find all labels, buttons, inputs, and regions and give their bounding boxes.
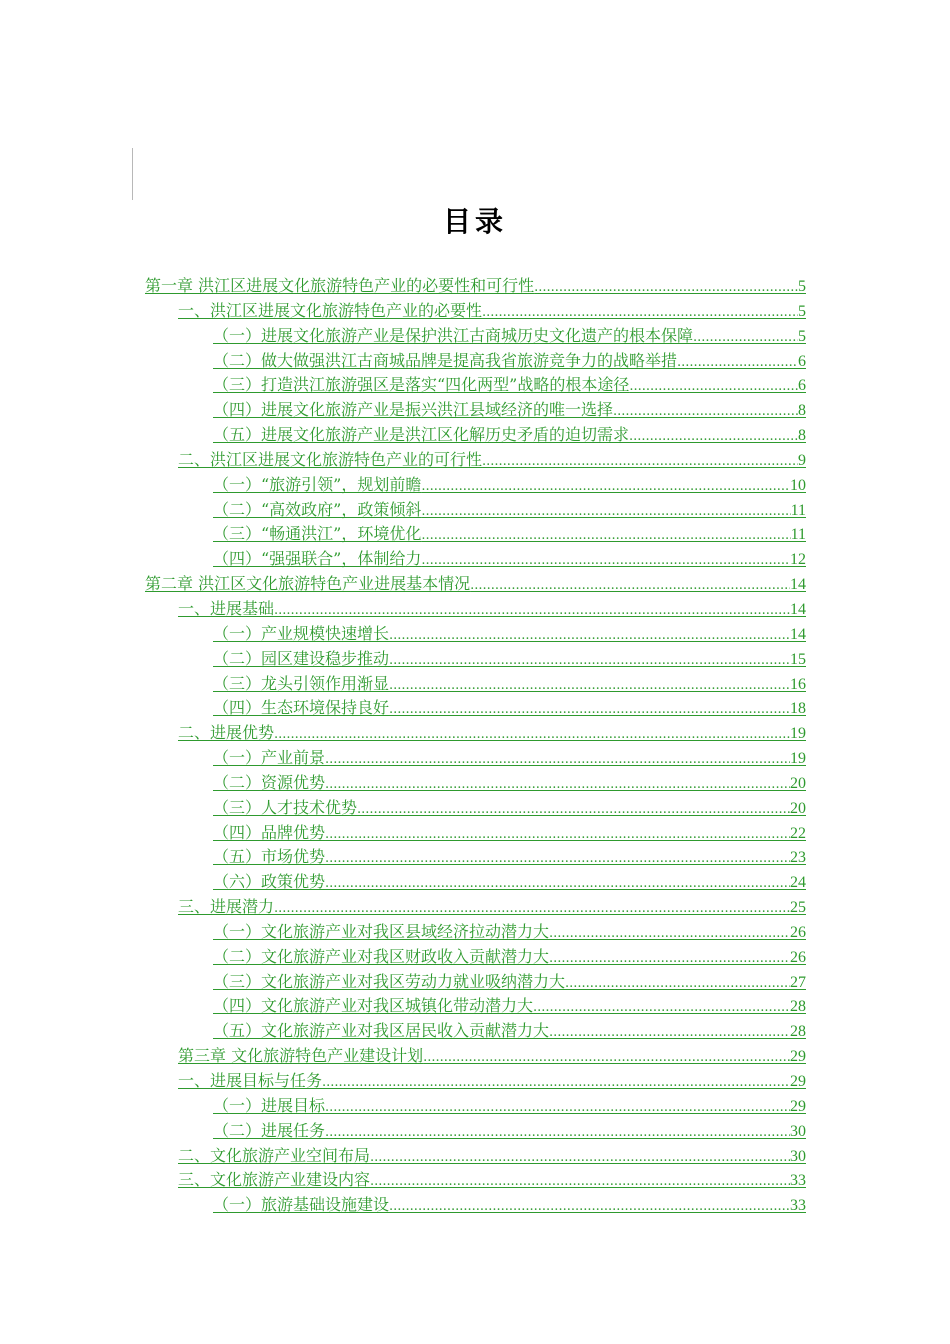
toc-page-number: 15 bbox=[790, 650, 806, 668]
toc-page-number: 25 bbox=[790, 899, 806, 917]
toc-entry-text: 一、进展目标与任务 bbox=[178, 1071, 323, 1090]
toc-page-number: 33 bbox=[790, 1197, 806, 1215]
toc-page-number: 14 bbox=[790, 576, 806, 594]
toc-page-number: 19 bbox=[790, 750, 806, 768]
toc-entry[interactable] bbox=[0, 796, 950, 821]
toc-entry-text: （二）做大做强洪江古商城品牌是提高我省旅游竞争力的战略举措 bbox=[213, 350, 678, 370]
toc-entry-text: （五）进展文化旅游产业是洪江区化解历史矛盾的迫切需求 bbox=[213, 425, 630, 445]
toc-entry[interactable] bbox=[0, 1144, 950, 1169]
toc-leader-dots bbox=[549, 922, 790, 947]
toc-entry[interactable] bbox=[0, 572, 950, 597]
toc-leader-dots bbox=[613, 400, 798, 425]
toc-leader-dots bbox=[325, 748, 790, 773]
toc-entry-text: 三、进展潜力 bbox=[178, 897, 275, 917]
toc-entry[interactable] bbox=[0, 821, 950, 846]
toc-page-number: 19 bbox=[790, 725, 806, 743]
toc-page-number: 8 bbox=[798, 427, 806, 445]
toc-page-number: 30 bbox=[790, 1122, 806, 1140]
toc-entry-text: 二、文化旅游产业空间布局 bbox=[178, 1145, 371, 1165]
toc-leader-dots bbox=[389, 1195, 790, 1220]
toc-entry-text: 第三章 文化旅游特色产业建设计划 bbox=[178, 1046, 424, 1066]
toc-entry[interactable] bbox=[0, 771, 950, 796]
toc-page-number: 11 bbox=[790, 501, 806, 519]
toc-entry-text: （四）“强强联合”，体制给力 bbox=[213, 549, 422, 569]
toc-page-number: 23 bbox=[790, 849, 806, 867]
toc-entry[interactable] bbox=[0, 1044, 950, 1069]
toc-page-number: 28 bbox=[790, 1023, 806, 1041]
toc-entry[interactable] bbox=[0, 522, 950, 547]
toc-entry[interactable] bbox=[0, 920, 950, 945]
toc-entry-text: （二）园区建设稳步推动 bbox=[213, 648, 390, 668]
toc-entry-text: （二）文化旅游产业对我区财政收入贡献潜力大 bbox=[213, 946, 550, 966]
toc-leader-dots bbox=[389, 624, 790, 649]
toc-leader-dots bbox=[325, 1096, 790, 1121]
toc-entry[interactable] bbox=[0, 696, 950, 721]
toc-leader-dots bbox=[482, 301, 798, 326]
toc-entry[interactable] bbox=[0, 647, 950, 672]
toc-page-number: 12 bbox=[790, 551, 806, 569]
toc-leader-dots bbox=[325, 847, 790, 872]
toc-entry-text: （三）文化旅游产业对我区劳动力就业吸纳潜力大 bbox=[213, 971, 566, 991]
toc-page-number: 20 bbox=[790, 774, 806, 792]
toc-leader-dots bbox=[325, 823, 790, 848]
toc-entry[interactable] bbox=[0, 672, 950, 697]
toc-entry-text: 一、洪江区进展文化旅游特色产业的必要性 bbox=[178, 300, 483, 320]
toc-leader-dots bbox=[370, 1146, 790, 1171]
toc-page-number: 20 bbox=[790, 799, 806, 817]
toc-leader-dots bbox=[389, 674, 790, 699]
toc-leader-dots bbox=[677, 351, 798, 376]
toc-leader-dots bbox=[421, 549, 790, 574]
toc-entry[interactable] bbox=[0, 324, 950, 349]
toc-page-number: 22 bbox=[790, 824, 806, 842]
toc-leader-dots bbox=[274, 723, 790, 748]
toc-entry-text: 三、文化旅游产业建设内容 bbox=[178, 1170, 371, 1190]
toc-entry[interactable] bbox=[0, 845, 950, 870]
toc-entry[interactable] bbox=[0, 721, 950, 746]
toc-entry-text: （一）产业规模快速增长 bbox=[213, 623, 390, 643]
toc-leader-dots bbox=[357, 798, 790, 823]
toc-page-number: 8 bbox=[798, 402, 806, 420]
toc-page-number: 11 bbox=[790, 526, 806, 544]
toc-entry[interactable] bbox=[0, 597, 950, 622]
toc-leader-dots bbox=[274, 599, 790, 624]
toc-entry[interactable] bbox=[0, 994, 950, 1019]
toc-page-number: 29 bbox=[790, 1097, 806, 1115]
toc-page-number: 10 bbox=[790, 476, 806, 494]
toc-page-number: 18 bbox=[790, 700, 806, 718]
toc-entry-text: （一）“旅游引领”，规划前瞻 bbox=[213, 474, 422, 494]
toc-leader-dots bbox=[534, 276, 798, 301]
toc-leader-dots bbox=[325, 1121, 790, 1146]
toc-entry[interactable] bbox=[0, 547, 950, 572]
toc-page-number: 27 bbox=[790, 973, 806, 991]
toc-leader-dots bbox=[421, 524, 790, 549]
toc-leader-dots bbox=[389, 698, 790, 723]
toc-entry-text: （三）人才技术优势 bbox=[213, 797, 358, 817]
toc-leader-dots bbox=[325, 773, 790, 798]
toc-page-number: 9 bbox=[798, 451, 806, 469]
table-of-contents bbox=[0, 274, 950, 1218]
toc-page-number: 14 bbox=[790, 625, 806, 643]
toc-page-number: 6 bbox=[798, 352, 806, 370]
toc-leader-dots bbox=[370, 1170, 790, 1195]
toc-entry[interactable] bbox=[0, 1119, 950, 1144]
toc-entry-text: （一）进展目标 bbox=[213, 1095, 326, 1115]
toc-page-number: 6 bbox=[798, 377, 806, 395]
toc-leader-dots bbox=[325, 872, 790, 897]
toc-entry-text: （四）进展文化旅游产业是振兴洪江县域经济的唯一选择 bbox=[213, 400, 614, 420]
toc-entry[interactable] bbox=[0, 1193, 950, 1218]
toc-leader-dots bbox=[389, 649, 790, 674]
toc-entry[interactable] bbox=[0, 274, 950, 299]
toc-entry-text: （四）生态环境保持良好 bbox=[213, 698, 390, 718]
toc-entry-text: 第二章 洪江区文化旅游特色产业进展基本情况 bbox=[145, 574, 471, 594]
toc-entry[interactable] bbox=[0, 448, 950, 473]
toc-page-number: 5 bbox=[798, 278, 806, 295]
toc-entry-text: 二、进展优势 bbox=[178, 723, 275, 743]
toc-entry[interactable] bbox=[0, 1019, 950, 1044]
toc-page-number: 5 bbox=[798, 327, 806, 345]
toc-page-number: 28 bbox=[790, 998, 806, 1016]
toc-entry-text: （三）“畅通洪江”，环境优化 bbox=[213, 524, 422, 544]
toc-leader-dots bbox=[482, 450, 798, 475]
toc-entry-text: （六）政策优势 bbox=[213, 872, 326, 892]
toc-entry-text: 二、洪江区进展文化旅游特色产业的可行性 bbox=[178, 449, 483, 469]
toc-entry[interactable] bbox=[0, 473, 950, 498]
toc-entry-text: 一、进展基础 bbox=[178, 598, 275, 618]
toc-entry-text: （四）文化旅游产业对我区城镇化带动潜力大 bbox=[213, 996, 534, 1016]
toc-entry[interactable] bbox=[0, 746, 950, 771]
toc-entry-text: （一）进展文化旅游产业是保护洪江古商城历史文化遗产的根本保障 bbox=[213, 325, 694, 345]
toc-entry-text: （五）市场优势 bbox=[213, 847, 326, 867]
toc-leader-dots bbox=[629, 375, 798, 400]
toc-entry-text: （四）品牌优势 bbox=[213, 822, 326, 842]
toc-entry[interactable] bbox=[0, 1069, 950, 1094]
toc-entry[interactable] bbox=[0, 970, 950, 995]
toc-page-number: 29 bbox=[790, 1048, 806, 1066]
toc-entry-text: （二）资源优势 bbox=[213, 772, 326, 792]
toc-leader-dots bbox=[423, 1046, 790, 1071]
toc-page-number: 5 bbox=[798, 302, 806, 320]
toc-entry-text: （三）打造洪江旅游强区是落实“四化两型”战略的根本途径 bbox=[213, 375, 630, 395]
toc-leader-dots bbox=[274, 897, 790, 922]
toc-entry-text: （二）进展任务 bbox=[213, 1120, 326, 1140]
toc-entry[interactable] bbox=[0, 945, 950, 970]
toc-entry[interactable] bbox=[0, 622, 950, 647]
toc-page-number: 16 bbox=[790, 675, 806, 693]
toc-entry-text: （五）文化旅游产业对我区居民收入贡献潜力大 bbox=[213, 1021, 550, 1041]
toc-leader-dots bbox=[421, 500, 790, 525]
toc-leader-dots bbox=[421, 475, 790, 500]
toc-entry[interactable] bbox=[0, 498, 950, 523]
toc-entry[interactable] bbox=[0, 398, 950, 423]
page-title: 目录 bbox=[442, 205, 507, 238]
toc-entry-text: （一）产业前景 bbox=[213, 748, 326, 768]
toc-page-number: 24 bbox=[790, 874, 806, 892]
toc-entry-text: （一）旅游基础设施建设 bbox=[213, 1195, 390, 1215]
toc-entry[interactable] bbox=[0, 299, 950, 324]
toc-entry-text: （三）龙头引领作用渐显 bbox=[213, 673, 390, 693]
toc-entry[interactable] bbox=[0, 423, 950, 448]
toc-page-number: 26 bbox=[790, 948, 806, 966]
toc-entry[interactable] bbox=[0, 349, 950, 374]
toc-leader-dots bbox=[533, 996, 790, 1021]
toc-entry[interactable] bbox=[0, 870, 950, 895]
toc-leader-dots bbox=[565, 972, 790, 997]
toc-entry-text: （二）“高效政府”，政策倾斜 bbox=[213, 499, 422, 519]
margin-line bbox=[132, 148, 133, 200]
toc-entry-text: 第一章 洪江区进展文化旅游特色产业的必要性和可行性 bbox=[145, 276, 535, 295]
toc-entry[interactable] bbox=[0, 373, 950, 398]
toc-leader-dots bbox=[322, 1071, 790, 1096]
toc-page-number: 29 bbox=[790, 1073, 806, 1090]
toc-entry[interactable] bbox=[0, 1094, 950, 1119]
toc-page-number: 14 bbox=[790, 600, 806, 618]
toc-leader-dots bbox=[470, 574, 790, 599]
toc-leader-dots bbox=[549, 1021, 790, 1046]
toc-entry[interactable] bbox=[0, 1168, 950, 1193]
toc-page-number: 33 bbox=[790, 1172, 806, 1190]
toc-page-number: 30 bbox=[790, 1147, 806, 1165]
toc-entry[interactable] bbox=[0, 895, 950, 920]
toc-leader-dots bbox=[693, 326, 798, 351]
toc-leader-dots bbox=[549, 947, 790, 972]
toc-entry-text: （一）文化旅游产业对我区县域经济拉动潜力大 bbox=[213, 921, 550, 941]
toc-page-number: 26 bbox=[790, 923, 806, 941]
toc-leader-dots bbox=[629, 425, 798, 450]
